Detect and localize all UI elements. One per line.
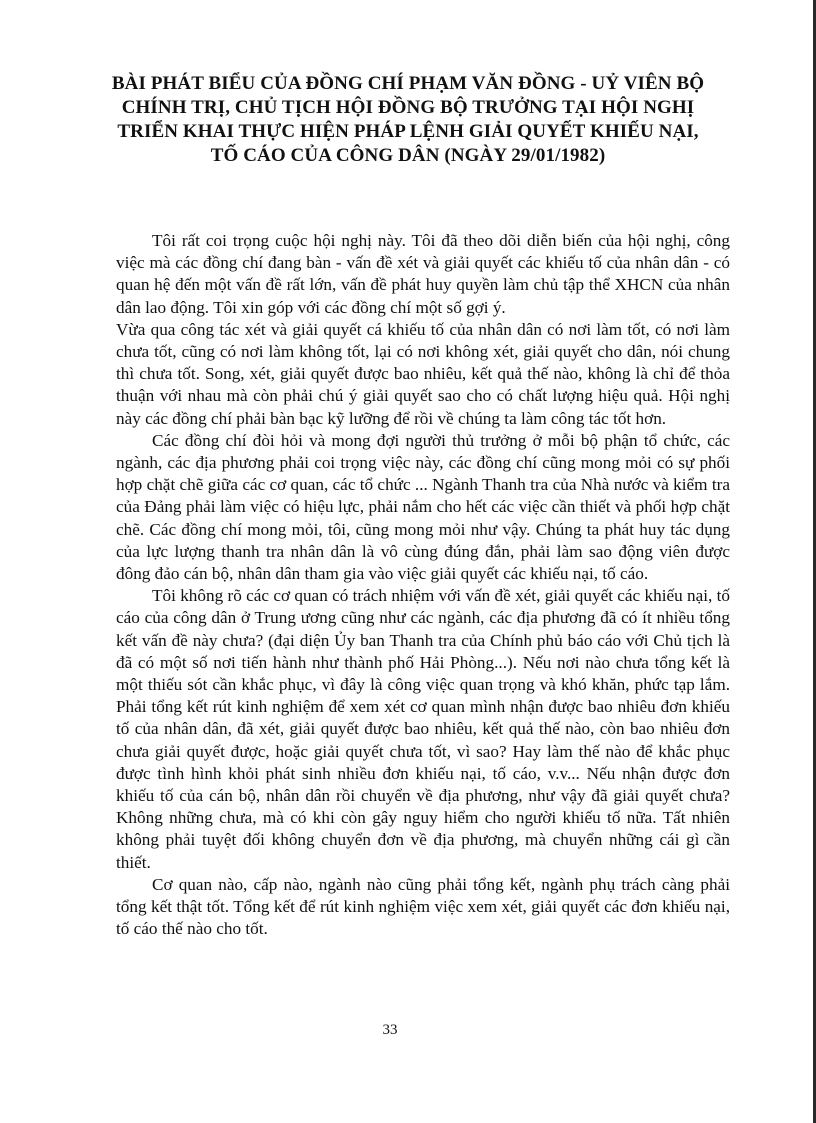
body-paragraph: Các đồng chí đòi hỏi và mong đợi người thủ trưởng ở mỗi bộ phận tổ chức, các ngành, các địa phương phải coi trọng việc này, các đồng chí cũng mong mỏi có sự phối hợp chặt chẽ giữa các cơ quan, các tổ chức ... Ngành Thanh tra của Nhà nước và kiểm tra của Đảng phải làm việc có hiệu lực, phải nắm cho hết các việc cần thiết và phối hợp chặt chẽ. Các đồng chí mong mỏi, tôi, cũng mong mỏi như vậy. Chúng ta phát huy tác dụng của lực lượng thanh tra nhân dân là vô cùng đúng đắn, phải làm sao động viên được đông đảo cán bộ, nhân dân tham gia vào việc giải quyết các khiếu nại, tố cáo. [116,430,730,584]
title-line: CHÍNH TRỊ, CHỦ TỊCH HỘI ĐỒNG BỘ TRƯỞNG TẠI HỘI NGHỊ [121,97,695,118]
page-number: 33 [382,1022,398,1038]
document-body [116,230,730,941]
body-paragraph: Tôi rất coi trọng cuộc hội nghị này. Tôi đã theo dõi diễn biến của hội nghị, công việc mà các đồng chí đang bàn - vấn đề xét và giải quyết các khiếu tố của nhân dân - có quan hệ đến một vấn đề rất lớn, vấn đề phát huy quyền làm chủ tập thể XHCN của nhân dân lao động. Tôi xin góp với các đồng chí một số gợi ý. [116,231,730,317]
title-line: BÀI PHÁT BIỂU CỦA ĐỒNG CHÍ PHẠM VĂN ĐỒNG - UỶ VIÊN BỘ [111,73,705,94]
title-line: TRIỂN KHAI THỰC HIỆN PHÁP LỆNH GIẢI QUYẾT KHIẾU NẠI, [117,121,699,142]
body-paragraph: Tôi không rõ các cơ quan có trách nhiệm với vấn đề xét, giải quyết các khiếu nại, tố cáo của công dân ở Trung ương cũng như các ngành, các địa phương đã có ít nhiều tổng kết vấn đề này chưa? (đại diện Ủy ban Thanh tra của Chính phủ báo cáo với Chủ tịch là đã có một số nơi tiến hành như thành phố Hải Phòng...). Nếu nơi nào chưa tổng kết là một thiếu sót cần khắc phục, vì đây là công việc quan trọng và khó khăn, phức tạp lắm. Phải tổng kết rút kinh nghiệm để xem xét cơ quan mình nhận được bao nhiêu đơn khiếu tố của nhân dân, đã xét, giải quyết được bao nhiêu, kết quả thế nào, còn bao nhiêu đơn chưa giải quyết được, hoặc giải quyết chưa tốt, vì sao? Hay làm thế nào để khắc phục được tình hình khỏi phát sinh nhiều đơn khiếu nại, tố cáo, v.v... Nếu nhận được đơn khiếu tố của cán bộ, nhân dân rồi chuyển về địa phương, như vậy đã giải quyết chưa? Không những chưa, mà có khi còn gây nguy hiểm cho người khiếu tố nữa. Tất nhiên không phải tuyệt đối không chuyển đơn về địa phương, mà chuyển những cái gì cần thiết. [116,586,730,872]
document-title [70,72,746,168]
body-paragraph: Cơ quan nào, cấp nào, ngành nào cũng phải tổng kết, ngành phụ trách càng phải tổng kết thật tốt. Tổng kết để rút kinh nghiệm việc xem xét, giải quyết các đơn khiếu nại, tố cáo thế nào cho tốt. [116,874,730,939]
title-line: TỐ CÁO CỦA CÔNG DÂN (NGÀY 29/01/1982) [210,145,606,166]
body-paragraph: Vừa qua công tác xét và giải quyết cá khiếu tố của nhân dân có nơi làm tốt, có nơi làm chưa tốt, cũng có nơi làm không tốt, lại có nơi không xét, giải quyết cho dân, nói chung thì chưa tốt. Song, xét, giải quyết được bao nhiêu, kết quả thế nào, không là chỉ để thỏa thuận với nhau mà còn phải chú ý giải quyết sao cho có chất lượng hiệu quả. Hội nghị này các đồng chí phải bàn bạc kỹ lưỡng để rồi về chúng ta làm công tác tốt hơn. [116,319,730,428]
